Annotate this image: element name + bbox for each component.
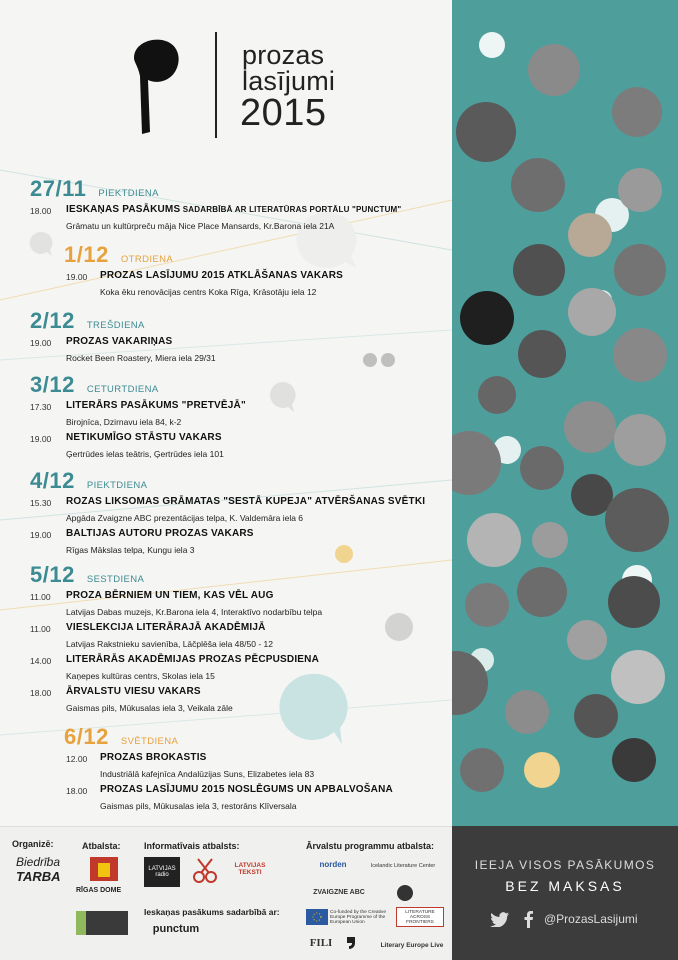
event-venue: Rocket Been Roastery, Miera iela 29/31 <box>66 353 216 363</box>
event-title-main: IESKAŅAS PASĀKUMS <box>66 204 181 215</box>
day-weekday: TREŠDIENA <box>86 320 145 331</box>
punctum-logo: punctum <box>152 923 200 935</box>
facebook-icon[interactable] <box>522 910 534 928</box>
event-title: PROZAS LASĪJUMU 2015 NOSLĒGUMS UN APBALVOŠANA <box>100 784 393 795</box>
zvaigzne-logo: ZVAIGZNE ABC <box>313 888 365 896</box>
laf-logo: LITERATURE ACROSS FRONTIERS <box>396 907 444 927</box>
event-title: VIESLEKCIJA LITERĀRAJĀ AKADĒMIJĀ <box>66 622 266 633</box>
iceland-logo: Icelandic Literature Center <box>370 863 436 869</box>
event-title: BALTIJAS AUTORU PROZAS VAKARS <box>66 528 254 539</box>
day-weekday: CETURTDIENA <box>86 384 159 395</box>
event-title: PROZA BĒRNIEM UN TIEM, KAS VĒL AUG <box>66 590 274 601</box>
event-time: 18.00 <box>30 206 52 216</box>
eu-flag-icon <box>306 909 328 925</box>
free-entry-line2: BEZ MAKSAS <box>505 878 625 894</box>
event-venue: Birojnīca, Dzirnavu iela 84, k-2 <box>66 417 182 427</box>
day-header <box>30 372 159 398</box>
header-divider <box>215 32 217 138</box>
event-title: ĀRVALSTU VIESU VAKARS <box>66 686 201 697</box>
event-venue: Rīgas Mākslas telpa, Kungu iela 3 <box>66 545 195 555</box>
event-time: 19.00 <box>66 272 88 282</box>
event-venue: Industriālā kafejnīca Andalūzijas Suns, Elizabetes iela 83 <box>100 769 315 779</box>
day-weekday: SESTDIENA <box>86 574 145 585</box>
event-time: 17.30 <box>30 402 52 412</box>
event-venue: Latvijas Rakstnieku savienība, Lāčplēša iela 48/50 - 12 <box>66 639 273 649</box>
free-entry-line1: IEEJA VISOS PASĀKUMOS <box>474 858 656 872</box>
event-title <box>66 204 401 215</box>
event-venue: Gaismas pils, Mūkusalas iela 3, Veikala zāle <box>66 703 233 713</box>
title-line1: prozas <box>242 40 325 70</box>
event-time: 11.00 <box>30 592 51 602</box>
title-year: 2015 <box>240 92 327 134</box>
speech-bubble-icon <box>362 352 378 368</box>
creative-europe-logo: Co-funded by the Creative Europe Programme of the European Union <box>330 909 386 925</box>
event-title: LITERĀRS PASĀKUMS "PRETVĒJĀ" <box>66 400 246 411</box>
logo-p-icon <box>128 36 184 136</box>
speech-bubble-icon <box>334 544 354 564</box>
day-date: 27/11 <box>30 176 87 201</box>
day-header <box>30 308 145 334</box>
event-time: 11.00 <box>30 624 51 634</box>
day-weekday: OTRDIENA <box>120 254 174 265</box>
day-date: 4/12 <box>30 468 75 493</box>
event-title: PROZAS BROKASTIS <box>100 752 207 763</box>
riga-label: RĪGAS DOME <box>76 887 122 894</box>
event-time: 14.00 <box>30 656 52 666</box>
event-title: LITERĀRĀS AKADĒMIJAS PROZAS PĒCPUSDIENA <box>66 654 320 665</box>
day-weekday: SVĒTDIENA <box>120 736 179 747</box>
event-time: 19.00 <box>30 338 52 348</box>
event-time: 18.00 <box>30 688 52 698</box>
latvijas-radio-logo: LATVIJAS radio <box>144 857 180 887</box>
speech-bubble-icon <box>380 352 396 368</box>
event-time: 15.30 <box>30 498 52 508</box>
event-venue: Ģertrūdes ielas teātris, Ģertrūdes iela 101 <box>66 449 224 459</box>
day-date: 3/12 <box>30 372 75 397</box>
quote-mark-icon <box>344 935 358 951</box>
latvijas-teksti-logo: LATVIJAS TEKSTI <box>234 862 266 876</box>
speech-bubble-icon <box>290 210 360 270</box>
event-time: 19.00 <box>30 530 52 540</box>
speech-bubble-icon <box>276 672 348 752</box>
sponsors-area <box>0 826 452 960</box>
day-weekday: PIEKTDIENA <box>86 480 148 491</box>
day-header <box>30 562 144 588</box>
event-time: 18.00 <box>66 786 88 796</box>
event-title: NETIKUMĪGO STĀSTU VAKARS <box>66 432 222 443</box>
speech-bubble-icon <box>384 612 414 644</box>
day-date: 6/12 <box>64 724 109 749</box>
event-venue: Koka ēku renovācijas centrs Koka Rīga, Krāsotāju iela 12 <box>100 287 317 297</box>
riga-crest-icon <box>86 855 122 885</box>
event-title: ROZAS LIKSOMAS GRĀMATAS "SESTĀ KUPEJA" ATVĒRŠANAS SVĒTKI <box>66 496 426 507</box>
fili-logo: FILI <box>309 937 333 949</box>
day-header <box>30 176 159 202</box>
event-title-sub: SADARBĪBĀ AR LITERATŪRAS PORTĀLU "PUNCTUM" <box>180 205 402 214</box>
event-venue: Latvijas Dabas muzejs, Kr.Barona iela 4, Interaktīvo nodarbību telpa <box>66 607 323 617</box>
scissors-icon <box>192 857 218 885</box>
info-support-label: Informatīvais atbalsts: <box>144 841 240 851</box>
event-title: PROZAS VAKARIŅAS <box>66 336 173 347</box>
portrait-panel <box>452 0 678 826</box>
day-weekday: PIEKTDIENA <box>98 188 159 199</box>
organize-label: Organizē: <box>12 839 54 849</box>
social-links <box>490 910 638 928</box>
event-time: 12.00 <box>66 754 88 764</box>
day-date: 5/12 <box>30 562 75 587</box>
foreign-support-label: Ārvalstu programmu atbalsta: <box>306 841 435 851</box>
day-header <box>64 724 178 750</box>
event-venue: Kaņepes kultūras centrs, Skolas iela 15 <box>66 671 215 681</box>
norden-logo: norden <box>319 859 347 869</box>
literary-europe-live-logo: Literary Europe Live <box>380 941 444 949</box>
round-emblem-icon <box>392 883 418 903</box>
portrait-collage <box>452 0 678 826</box>
organizer-line2: TARBA <box>16 869 61 884</box>
event-venue: Apgāda Zvaigzne ABC prezentācijas telpa, K. Valdemāra iela 6 <box>66 513 304 523</box>
support-label: Atbalsta: <box>82 841 121 851</box>
title-line2: lasījumi <box>242 66 336 96</box>
vkkf-logo-icon <box>76 911 128 935</box>
event-venue: Grāmatu un kultūrpreču mājа Nice Place Mansards, Kr.Barona iela 21A <box>66 221 335 231</box>
event-venue: Gaismas pils, Mūkusalas iela 3, restorāns Klīversala <box>100 801 297 811</box>
punctum-label: Ieskaņas pasākums sadarbībā ar: <box>144 907 280 917</box>
portrait-circles <box>452 44 669 792</box>
day-date: 1/12 <box>64 242 109 267</box>
day-header <box>64 242 173 268</box>
event-time: 19.00 <box>30 434 52 444</box>
social-handle[interactable]: @ProzasLasijumi <box>544 912 638 926</box>
organizer-line1: Biedrība <box>16 855 61 869</box>
event-title: PROZAS LASĪJUMU 2015 ATKLĀŠANAS VAKARS <box>100 270 344 281</box>
day-date: 2/12 <box>30 308 75 333</box>
twitter-icon[interactable] <box>490 911 510 927</box>
day-header <box>30 468 147 494</box>
speech-bubble-icon <box>28 230 54 258</box>
speech-bubble-icon <box>268 380 298 414</box>
